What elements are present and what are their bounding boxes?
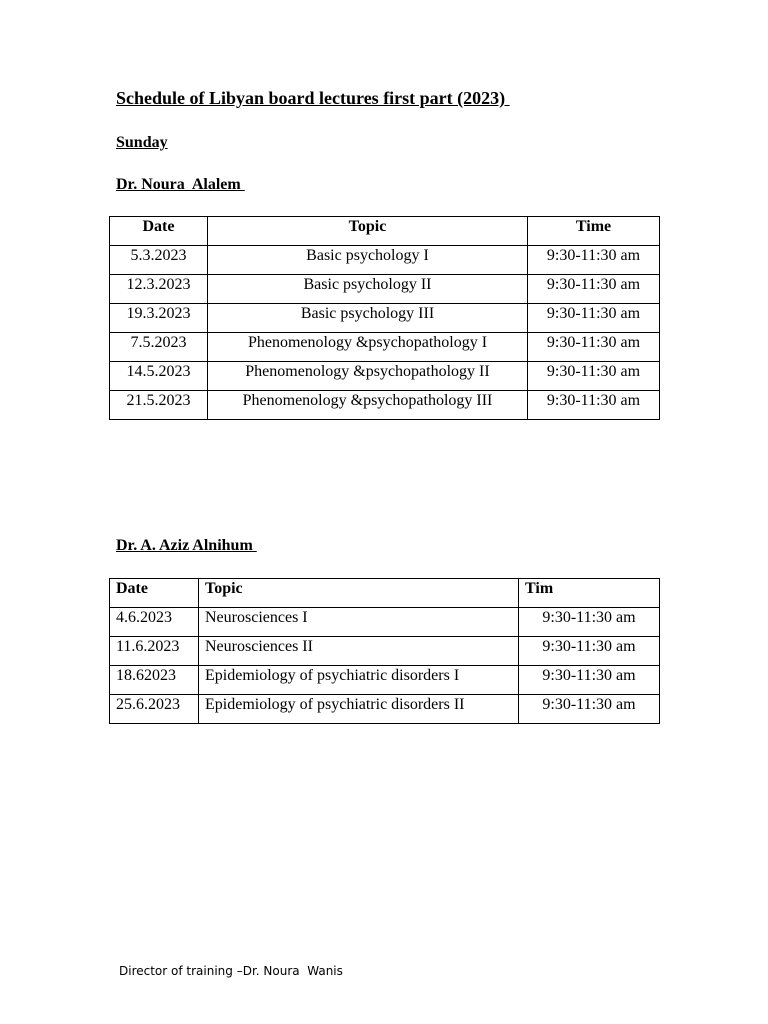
date-cell: 11.6.2023 xyxy=(110,637,199,666)
table-row xyxy=(110,275,660,304)
table-row xyxy=(110,695,660,724)
time-cell: 9:30-11:30 am xyxy=(528,275,660,304)
doctor-heading-1: Dr. Noura Alalem xyxy=(116,176,245,193)
table-header-row xyxy=(110,579,660,608)
lecture-table-1 xyxy=(109,216,660,420)
column-header-date: Date xyxy=(110,579,199,608)
topic-cell: Neurosciences I xyxy=(199,608,519,637)
column-header-time: Tim xyxy=(519,579,660,608)
column-header-topic: Topic xyxy=(208,217,528,246)
date-cell: 7.5.2023 xyxy=(110,333,208,362)
page-title: Schedule of Libyan board lectures first part (2023) xyxy=(116,88,510,108)
topic-cell: Phenomenology &psychopathology II xyxy=(208,362,528,391)
date-cell: 18.62023 xyxy=(110,666,199,695)
date-cell: 25.6.2023 xyxy=(110,695,199,724)
topic-cell: Basic psychology III xyxy=(208,304,528,333)
table-header-row xyxy=(110,217,660,246)
topic-cell: Phenomenology &psychopathology III xyxy=(208,391,528,420)
time-cell: 9:30-11:30 am xyxy=(519,695,660,724)
topic-cell: Basic psychology I xyxy=(208,246,528,275)
column-header-date: Date xyxy=(110,217,208,246)
table-row xyxy=(110,391,660,420)
time-cell: 9:30-11:30 am xyxy=(528,246,660,275)
table-row xyxy=(110,333,660,362)
date-cell: 4.6.2023 xyxy=(110,608,199,637)
time-cell: 9:30-11:30 am xyxy=(519,637,660,666)
doctor-heading-2: Dr. A. Aziz Alnihum xyxy=(116,537,257,554)
date-cell: 5.3.2023 xyxy=(110,246,208,275)
date-cell: 19.3.2023 xyxy=(110,304,208,333)
time-cell: 9:30-11:30 am xyxy=(528,391,660,420)
topic-cell: Basic psychology II xyxy=(208,275,528,304)
time-cell: 9:30-11:30 am xyxy=(528,362,660,391)
table-row xyxy=(110,362,660,391)
topic-cell: Neurosciences II xyxy=(199,637,519,666)
lecture-table-2 xyxy=(109,578,660,724)
footer-signature: Director of training –Dr. Noura Wanis xyxy=(119,964,343,978)
topic-cell: Epidemiology of psychiatric disorders II xyxy=(199,695,519,724)
topic-cell: Phenomenology &psychopathology I xyxy=(208,333,528,362)
topic-cell: Epidemiology of psychiatric disorders I xyxy=(199,666,519,695)
column-header-time: Time xyxy=(528,217,660,246)
time-cell: 9:30-11:30 am xyxy=(519,666,660,695)
table-row xyxy=(110,637,660,666)
column-header-topic: Topic xyxy=(199,579,519,608)
time-cell: 9:30-11:30 am xyxy=(528,304,660,333)
time-cell: 9:30-11:30 am xyxy=(519,608,660,637)
table-row xyxy=(110,608,660,637)
time-cell: 9:30-11:30 am xyxy=(528,333,660,362)
table-row xyxy=(110,246,660,275)
table-row xyxy=(110,304,660,333)
day-heading: Sunday xyxy=(116,134,168,151)
date-cell: 14.5.2023 xyxy=(110,362,208,391)
date-cell: 12.3.2023 xyxy=(110,275,208,304)
table-row xyxy=(110,666,660,695)
date-cell: 21.5.2023 xyxy=(110,391,208,420)
